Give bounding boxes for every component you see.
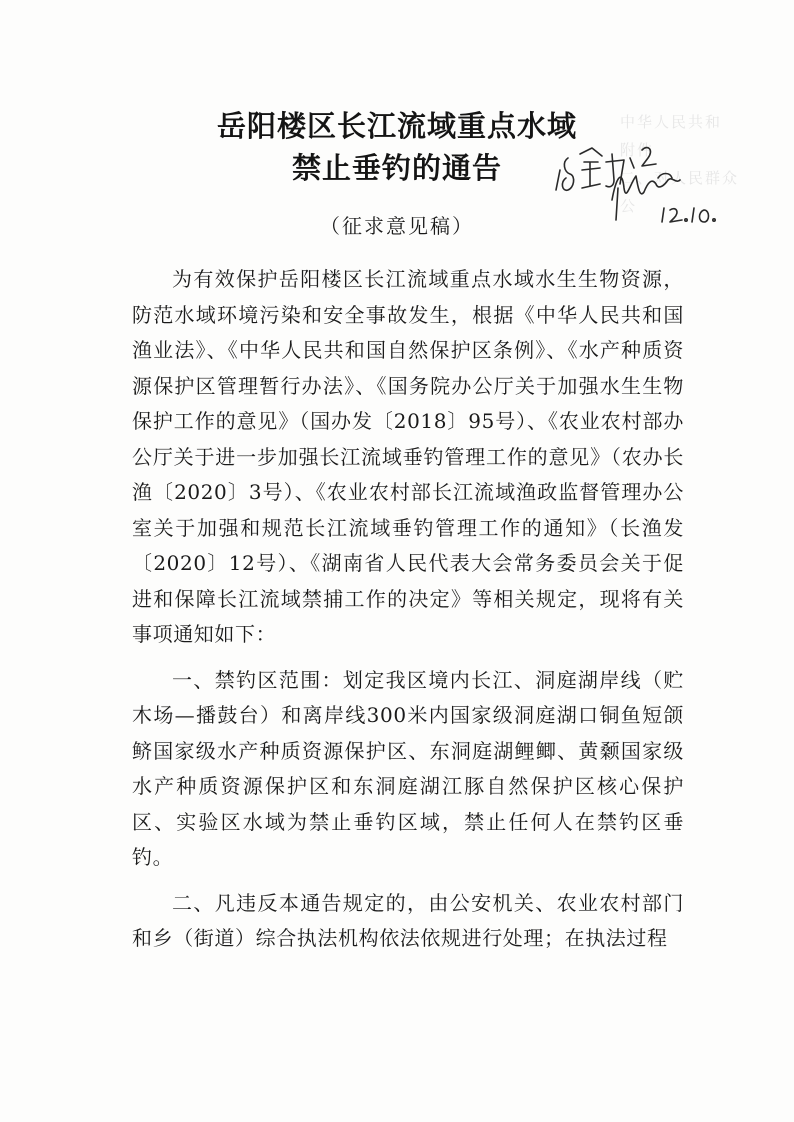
document-title-line-1: 岳阳楼区长江流域重点水域 bbox=[216, 109, 577, 143]
bleed-line: 二、对人民群众 bbox=[620, 169, 740, 187]
paragraph-item-1: 一、禁钓区范围：划定我区境内长江、洞庭湖岸线（贮木场—播鼓台）和离岸线300米内国家级洞庭湖口铜鱼短颌鲚国家级水产种质资源保护区、东洞庭湖鲤鲫、黄颡国家级水产种质资源保护区和东洞庭湖江豚自然保护区核心保护区、实验区水域为禁止垂钓区域，禁止任何人在禁钓区垂钓。 bbox=[132, 667, 684, 869]
bleed-line: 附件 bbox=[620, 141, 655, 159]
document-title-line-2: 禁止垂钓的通告 bbox=[291, 151, 502, 185]
bleed-line: 中华人民共和 bbox=[620, 113, 723, 131]
document-subtitle: （征求意见稿） bbox=[320, 214, 474, 238]
bleed-line: 公 bbox=[620, 197, 638, 215]
paragraph-preamble: 为有效保护岳阳楼区长江流域重点水域水生生物资源，防范水域环境污染和安全事故发生，根据《中华人民共和国渔业法》、《中华人民共和国自然保护区条例》、《水产种质资源保护区管理暂行办法》、《国务院办公厅关于加强水生生物保护工作的意见》（国办发〔2018〕95号）、《农业农村部办公厅关于进一步加强长江流域垂钓管理工作的意见》（农办长渔〔2020〕3号）、《农业农村部长江流域渔政监督管理办公室关于加强和规范长江流域垂钓管理工作的通知》（长渔发〔2020〕12号）、《湖南省人民代表大会常务委员会关于促进和保障长江流域禁捕工作的决定》等相关规定，现将有关事项通知如下： bbox=[132, 267, 684, 646]
document-body bbox=[132, 262, 684, 957]
paragraph-item-2: 二、凡违反本通告规定的，由公安机关、农业农村部门和乡（街道）综合执法机构依法依规进行处理；在执法过程 bbox=[132, 890, 684, 950]
